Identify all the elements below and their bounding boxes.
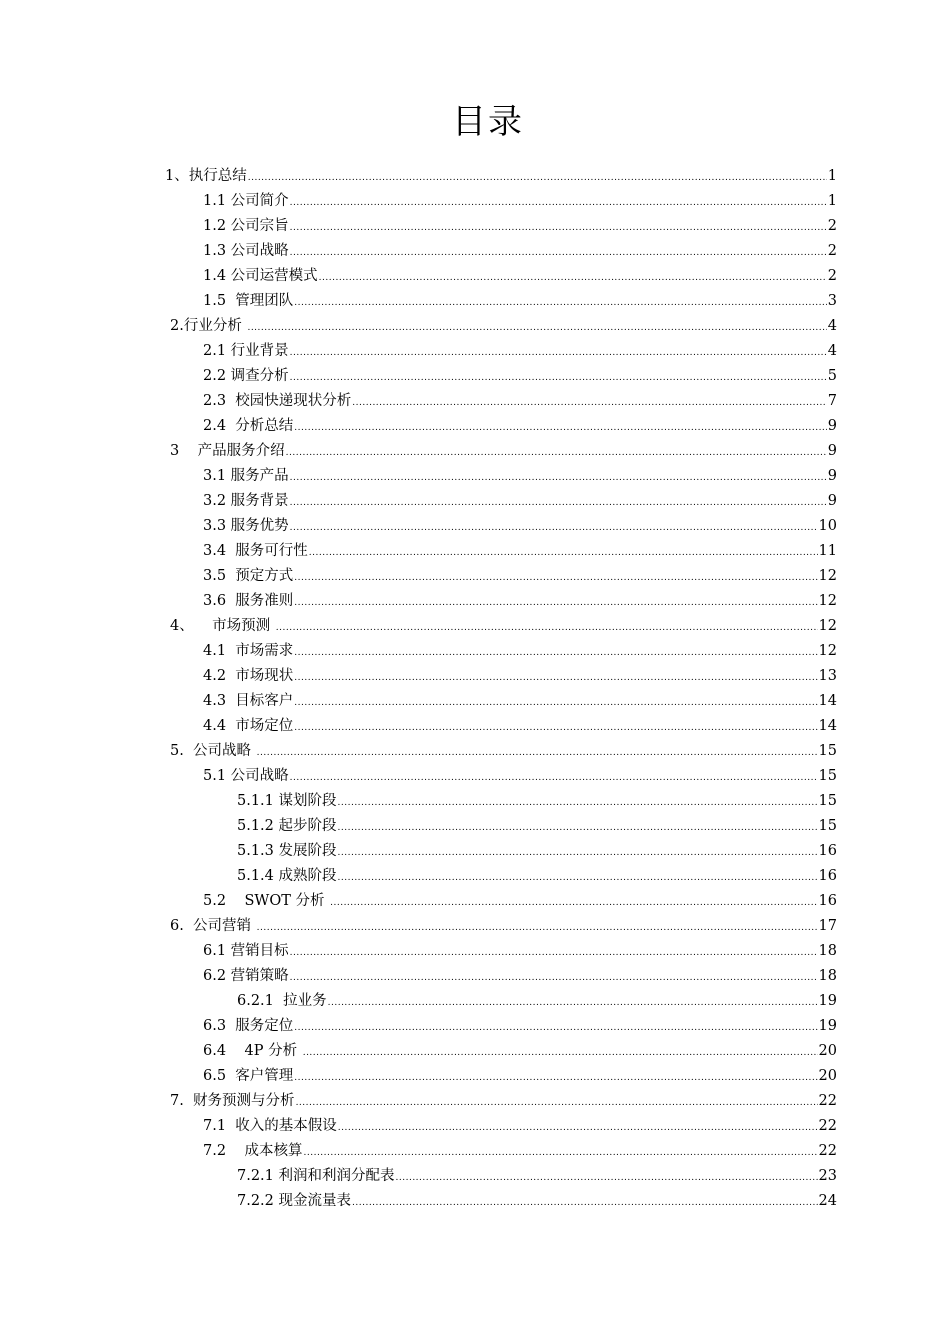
dot-leader: [352, 1191, 818, 1215]
dot-leader: [290, 491, 827, 515]
toc-entry[interactable]: [203, 664, 837, 688]
toc-entry-label: 6.3 服务定位: [203, 1018, 294, 1034]
toc-entry[interactable]: [237, 789, 837, 813]
toc-entry-label: 5.1 公司战略: [203, 768, 289, 784]
dot-leader: [286, 441, 827, 465]
toc-entry-label: 1.4 公司运营模式: [203, 268, 318, 284]
toc-entry[interactable]: [237, 814, 837, 838]
dot-leader: [290, 516, 818, 540]
toc-entry-label: 6.1 营销目标: [203, 943, 289, 959]
toc-entry-label: 1.3 公司战略: [203, 243, 289, 259]
toc-entry-label: 3.5 预定方式: [203, 568, 294, 584]
toc-entry-page: 11: [818, 543, 837, 559]
toc-entry-page: 15: [818, 768, 837, 784]
toc-entry[interactable]: [203, 589, 837, 613]
toc-entry-label: 3 产品服务介绍: [170, 443, 285, 459]
dot-leader: [294, 641, 817, 665]
page-title: 目录: [452, 102, 524, 142]
toc-entry-page: 22: [818, 1118, 837, 1134]
toc-entry-label: 3.1 服务产品: [203, 468, 289, 484]
toc-entry[interactable]: [203, 264, 837, 288]
toc-entry[interactable]: [203, 764, 837, 788]
dot-leader: [294, 1016, 817, 1040]
toc-entry[interactable]: [170, 614, 837, 638]
dot-leader: [294, 666, 817, 690]
toc-entry-page: 20: [818, 1068, 837, 1084]
toc-entry-label: 5. 公司战略: [170, 743, 256, 759]
toc-entry-label: 7. 财务预测与分析: [170, 1093, 295, 1109]
dot-leader: [303, 1041, 818, 1065]
dot-leader: [276, 616, 818, 640]
toc-entry[interactable]: [170, 439, 837, 463]
toc-entry-page: 9: [827, 443, 837, 459]
dot-leader: [294, 416, 826, 440]
toc-entry-page: 12: [818, 618, 837, 634]
toc-entry-label: 6.2 营销策略: [203, 968, 289, 984]
toc-entry-page: 9: [827, 493, 837, 509]
toc-entry-label: 2.行业分析: [170, 318, 247, 334]
toc-entry[interactable]: [203, 239, 837, 263]
toc-entry-page: 4: [827, 343, 837, 359]
toc-entry[interactable]: [203, 414, 837, 438]
toc-entry-label: 5.2 SWOT 分析: [203, 893, 330, 909]
toc-entry[interactable]: [170, 914, 837, 938]
toc-entry-page: 10: [818, 518, 837, 534]
dot-leader: [290, 341, 827, 365]
toc-entry-label: 2.3 校园快递现状分析: [203, 393, 352, 409]
dot-leader: [290, 366, 827, 390]
toc-entry-label: 7.2.2 现金流量表: [237, 1193, 352, 1209]
toc-entry[interactable]: [203, 1139, 837, 1163]
toc-entry-label: 1.1 公司简介: [203, 193, 289, 209]
dot-leader: [294, 716, 817, 740]
toc-entry-label: 4.3 目标客户: [203, 693, 294, 709]
toc-entry-label: 6. 公司营销: [170, 918, 256, 934]
toc-entry-page: 14: [818, 718, 837, 734]
toc-entry-label: 5.1.4 成熟阶段: [237, 868, 337, 884]
toc-entry-label: 6.4 4P 分析: [203, 1043, 302, 1059]
toc-entry[interactable]: [203, 889, 837, 913]
toc-entry[interactable]: [237, 1189, 837, 1213]
toc-entry[interactable]: [237, 989, 837, 1013]
toc-entry-label: 6.5 客户管理: [203, 1068, 294, 1084]
toc-entry-label: 4、 市场预测: [170, 618, 275, 634]
toc-entry-page: 2: [827, 218, 837, 234]
toc-entry[interactable]: [203, 539, 837, 563]
toc-entry-label: 2.2 调查分析: [203, 368, 289, 384]
toc-entry-page: 12: [818, 593, 837, 609]
toc-entry-page: 9: [827, 468, 837, 484]
dot-leader: [257, 916, 818, 940]
toc-entry[interactable]: [203, 1114, 837, 1138]
toc-entry-page: 14: [818, 693, 837, 709]
toc-entry[interactable]: [203, 714, 837, 738]
toc-entry[interactable]: [237, 839, 837, 863]
toc-entry-label: 1、执行总结: [165, 168, 247, 184]
dot-leader: [319, 266, 827, 290]
dot-leader: [290, 191, 827, 215]
toc-entry-label: 1.5 管理团队: [203, 293, 294, 309]
dot-leader: [296, 1091, 818, 1115]
toc-entry-label: 7.2.1 利润和利润分配表: [237, 1168, 395, 1184]
toc-entry-page: 12: [818, 568, 837, 584]
toc-entry-page: 16: [818, 868, 837, 884]
dot-leader: [257, 741, 818, 765]
toc-entry-page: 1: [827, 168, 837, 184]
toc-entry-page: 9: [827, 418, 837, 434]
dot-leader: [338, 866, 818, 890]
toc-entry-page: 18: [818, 968, 837, 984]
toc-entry[interactable]: [170, 314, 837, 338]
dot-leader: [338, 1116, 818, 1140]
toc-entry[interactable]: [203, 689, 837, 713]
dot-leader: [330, 891, 817, 915]
toc-entry-page: 13: [818, 668, 837, 684]
toc-entry-page: 16: [818, 843, 837, 859]
dot-leader: [290, 216, 827, 240]
dot-leader: [290, 766, 818, 790]
toc-entry[interactable]: [203, 639, 837, 663]
toc-entry[interactable]: [203, 389, 837, 413]
toc-entry-page: 16: [818, 893, 837, 909]
dot-leader: [290, 941, 818, 965]
dot-leader: [328, 991, 818, 1015]
dot-leader: [290, 466, 827, 490]
toc-entry-page: 15: [818, 743, 837, 759]
toc-entry-page: 18: [818, 943, 837, 959]
toc-entry[interactable]: [203, 464, 837, 488]
toc-entry-page: 12: [818, 643, 837, 659]
toc-entry-label: 3.3 服务优势: [203, 518, 289, 534]
dot-leader: [248, 166, 827, 190]
dot-leader: [338, 841, 818, 865]
toc-entry-page: 5: [827, 368, 837, 384]
toc-entry[interactable]: [170, 1089, 837, 1113]
toc-entry[interactable]: [203, 214, 837, 238]
toc-entry-label: 4.4 市场定位: [203, 718, 294, 734]
toc-entry[interactable]: [203, 364, 837, 388]
toc-entry-page: 24: [818, 1193, 837, 1209]
dot-leader: [294, 591, 817, 615]
toc-entry-label: 3.6 服务准则: [203, 593, 294, 609]
toc-entry-page: 15: [818, 818, 837, 834]
toc-entry-page: 19: [818, 993, 837, 1009]
toc-entry[interactable]: [203, 1039, 837, 1063]
toc-entry-label: 5.1.1 谋划阶段: [237, 793, 337, 809]
dot-leader: [247, 316, 826, 340]
toc-entry-page: 7: [827, 393, 837, 409]
dot-leader: [304, 1141, 818, 1165]
toc-entry-label: 5.1.3 发展阶段: [237, 843, 337, 859]
toc-entry-page: 2: [827, 268, 837, 284]
toc-entry[interactable]: [203, 189, 837, 213]
toc-entry-label: 3.2 服务背景: [203, 493, 289, 509]
toc-entry-page: 22: [818, 1143, 837, 1159]
toc-entry-label: 1.2 公司宗旨: [203, 218, 289, 234]
toc-entry-label: 3.4 服务可行性: [203, 543, 308, 559]
dot-leader: [309, 541, 818, 565]
toc-entry-page: 4: [827, 318, 837, 334]
dot-leader: [338, 791, 818, 815]
toc-entry-label: 4.2 市场现状: [203, 668, 294, 684]
toc-entry[interactable]: [203, 964, 837, 988]
toc-entry-label: 7.1 收入的基本假设: [203, 1118, 337, 1134]
dot-leader: [294, 1066, 817, 1090]
dot-leader: [294, 291, 826, 315]
toc-entry-label: 2.4 分析总结: [203, 418, 294, 434]
toc-entry-label: 6.2.1 拉业务: [237, 993, 327, 1009]
dot-leader: [338, 816, 818, 840]
toc-entry-page: 15: [818, 793, 837, 809]
toc-entry-label: 4.1 市场需求: [203, 643, 294, 659]
dot-leader: [294, 691, 817, 715]
toc-entry[interactable]: [203, 514, 837, 538]
toc-entry-page: 3: [827, 293, 837, 309]
toc-entry[interactable]: [203, 939, 837, 963]
toc-entry-page: 2: [827, 243, 837, 259]
toc-entry-page: 1: [827, 193, 837, 209]
toc-entry-page: 22: [818, 1093, 837, 1109]
toc-entry[interactable]: [203, 289, 837, 313]
toc-entry[interactable]: [203, 1014, 837, 1038]
dot-leader: [352, 391, 826, 415]
toc-entry-label: 5.1.2 起步阶段: [237, 818, 337, 834]
toc-entry-page: 20: [818, 1043, 837, 1059]
toc-entry[interactable]: [203, 564, 837, 588]
toc-entry[interactable]: [165, 164, 837, 188]
toc-entry[interactable]: [203, 1064, 837, 1088]
dot-leader: [294, 566, 817, 590]
toc-entry-page: 19: [818, 1018, 837, 1034]
dot-leader: [396, 1166, 818, 1190]
dot-leader: [290, 966, 818, 990]
toc-entry[interactable]: [170, 739, 837, 763]
toc-entry-page: 23: [818, 1168, 837, 1184]
toc-entry[interactable]: [237, 1164, 837, 1188]
toc-entry-label: 7.2 成本核算: [203, 1143, 303, 1159]
toc-entry-label: 2.1 行业背景: [203, 343, 289, 359]
toc-entry-page: 17: [818, 918, 837, 934]
toc-entry[interactable]: [203, 489, 837, 513]
toc-entry[interactable]: [203, 339, 837, 363]
dot-leader: [290, 241, 827, 265]
toc-entry[interactable]: [237, 864, 837, 888]
